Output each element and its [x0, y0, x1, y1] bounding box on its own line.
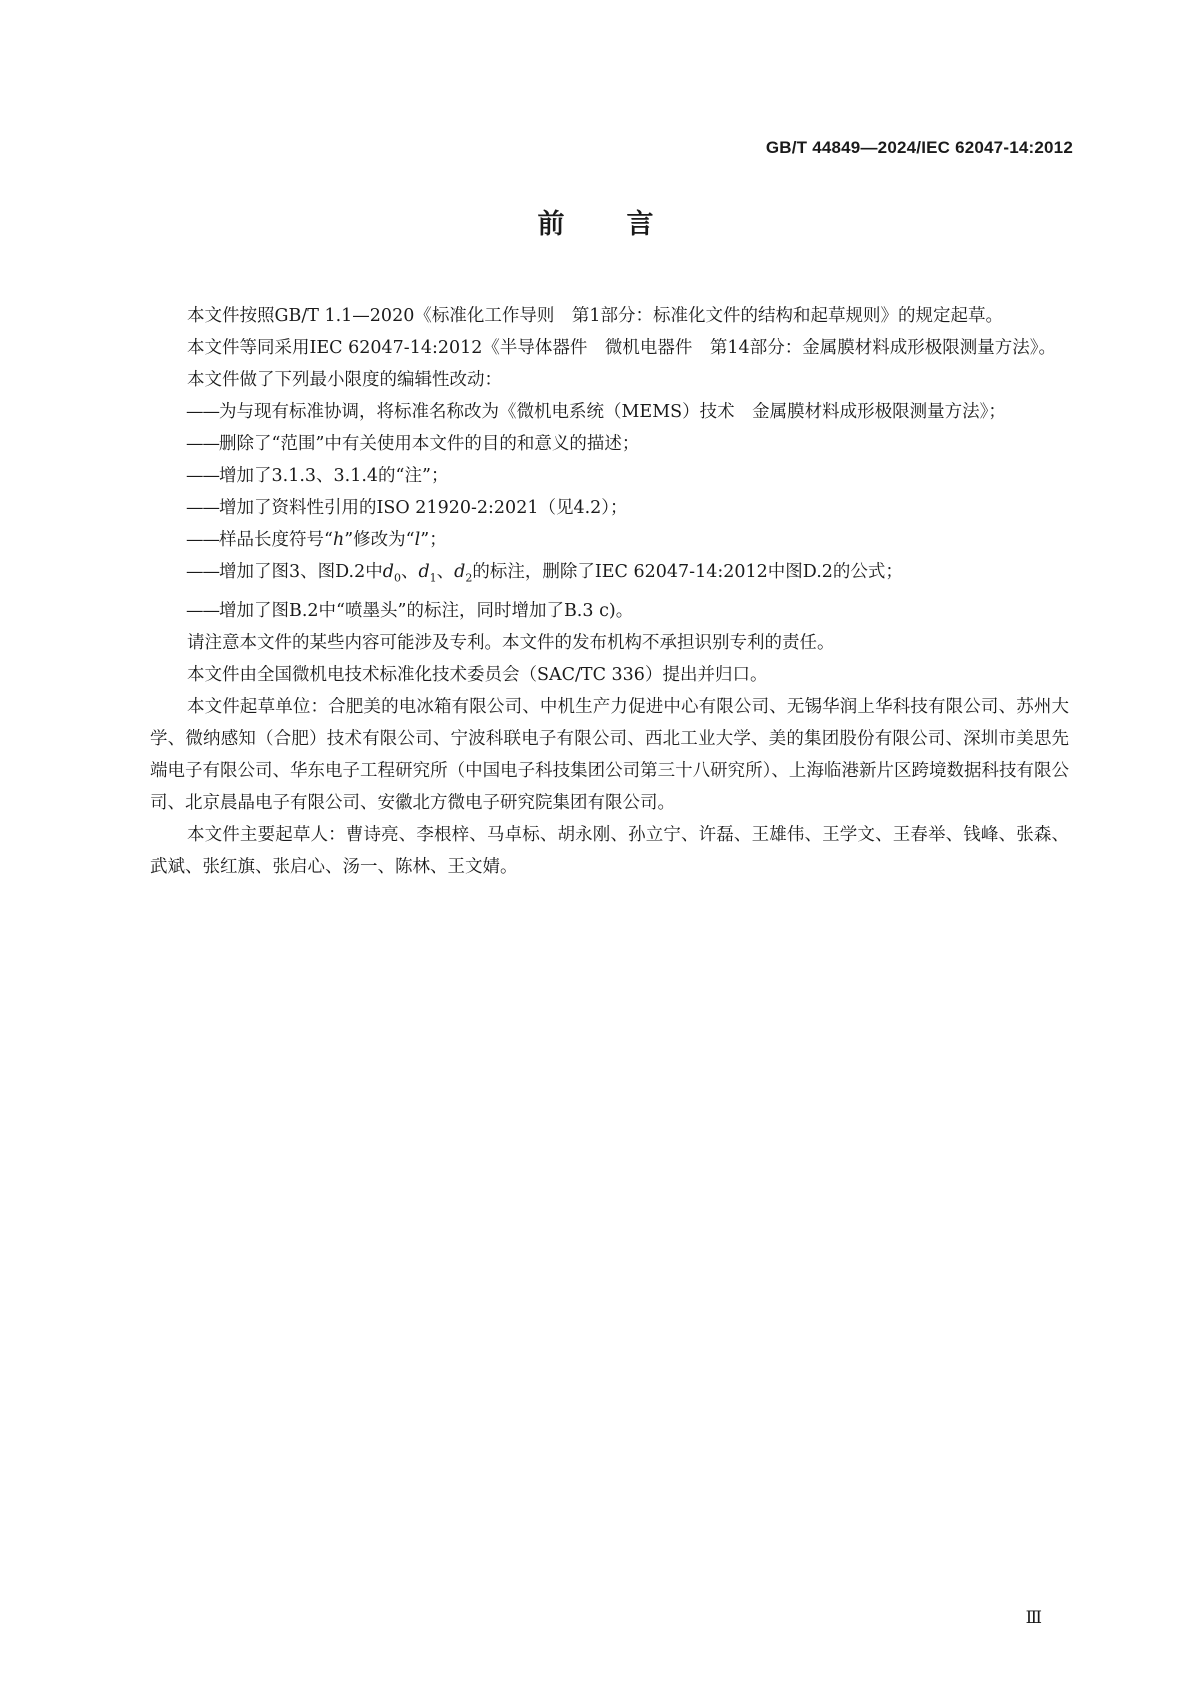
list-item: ——增加了3.1.3、3.1.4的“注”； [186, 466, 449, 486]
list-item: ——删除了“范围”中有关使用本文件的目的和意义的描述； [186, 434, 640, 454]
list-item: ——增加了图B.2中“喷墨头”的标注，同时增加了B.3 c)。 [186, 600, 634, 621]
standard-code: GB/T 44849—2024/IEC 62047-14:2012 [765, 138, 1073, 157]
paragraph-drafting-units: 本文件起草单位：合肥美的电冰箱有限公司、中机生产力促进中心有限公司、无锡华润上华科技有限公司、苏州大学、微纳感知（合肥）技术有限公司、宁波科联电子有限公司、西北工业大学、美的集团股份有限公司、深圳市美思先端电子有限公司、华东电子工程研究所（中国电子科技集团公司第三十八研究所）、上海临港新片区跨境数据科技有限公司、北京晨晶电子有限公司、安徽北方微电子研究院集团有限公司。 [150, 696, 1069, 813]
paragraph-proposer: 本文件由全国微机电技术标准化技术委员会（SAC/TC 336）提出并归口。 [187, 664, 768, 685]
paragraph-drafting-rules: 本文件按照GB/T 1.1—2020《标准化工作导则 第1部分：标准化文件的结构和起草规则》的规定起草。 [187, 306, 1003, 326]
title-char-2: 言 [626, 209, 654, 240]
paragraph-equivalence: 本文件等同采用IEC 62047-14:2012《半导体器件 微机电器件 第14部分：金属膜材料成形极限测量方法》。 [187, 338, 1056, 358]
list-item: ——为与现有标准协调，将标准名称改为《微机电系统（MEMS）技术 金属膜材料成形极限测量方法》； [186, 402, 1006, 422]
list-item: ——样品长度符号“h”修改为“l”； [186, 530, 447, 550]
preface-body [150, 300, 1069, 883]
list-item: ——增加了图3、图D.2中$d_0$、$d_1$、$d_2$的标注，删除了IEC 62047-14:2012中图D.2的公式； [186, 562, 903, 585]
title-char-1: 前 [537, 209, 565, 240]
paragraph-editorial-changes: 本文件做了下列最小限度的编辑性改动： [187, 370, 502, 390]
paragraph-drafters: 本文件主要起草人：曹诗亮、李根梓、马卓标、胡永刚、孙立宁、许磊、王雄伟、王学文、王春举、钱峰、张森、武斌、张红旗、张启心、汤一、陈林、王文婧。 [150, 824, 1069, 877]
page-title [0, 202, 1191, 241]
list-item: ——增加了资料性引用的ISO 21920-2:2021（见4.2）； [186, 498, 628, 518]
paragraph-patent-notice: 请注意本文件的某些内容可能涉及专利。本文件的发布机构不承担识别专利的责任。 [187, 632, 835, 653]
page-number: Ⅲ [1025, 1608, 1042, 1628]
